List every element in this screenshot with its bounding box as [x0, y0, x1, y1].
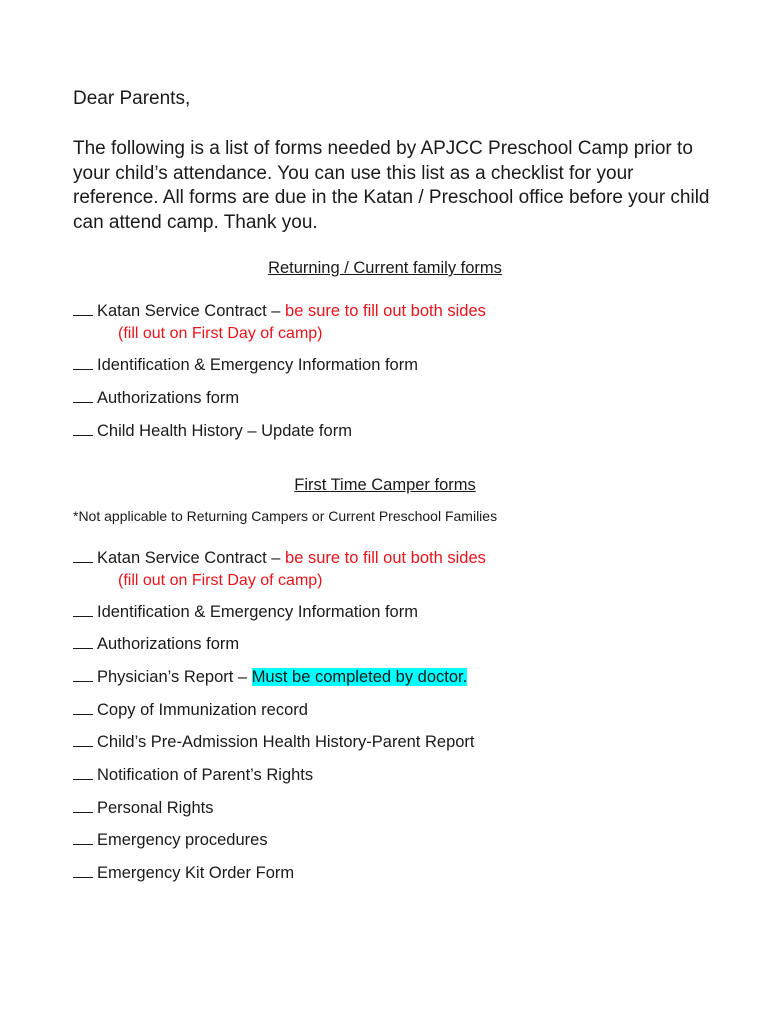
checkbox-blank-line: [73, 798, 93, 813]
item-label: Child’s Pre-Admission Health History-Parent Report: [97, 733, 475, 751]
item-label: Identification & Emergency Information form: [97, 356, 418, 374]
checklist-item: [73, 633, 239, 655]
returning-forms-heading: Returning / Current family forms: [268, 259, 502, 277]
item-label: Authorizations form: [97, 389, 240, 407]
checkbox-blank-line: [73, 548, 93, 563]
checklist-item: [73, 547, 486, 569]
item-label: Child Health History – Update form: [97, 422, 352, 440]
item-red-note: be sure to fill out both sides: [285, 302, 486, 320]
item-subnote: (fill out on First Day of camp): [118, 325, 323, 342]
checklist-item: [73, 862, 294, 884]
item-label: Personal Rights: [97, 799, 214, 817]
item-label: Emergency Kit Order Form: [97, 864, 295, 882]
checklist-item: [73, 300, 486, 322]
checkbox-blank-line: [73, 765, 93, 780]
checkbox-blank-line: [73, 732, 93, 747]
checklist-item: [73, 666, 467, 688]
checklist-item: [73, 731, 475, 753]
item-red-note: be sure to fill out both sides: [285, 549, 486, 567]
checklist-item: [73, 699, 308, 721]
item-subnote: (fill out on First Day of camp): [118, 572, 323, 589]
applicability-note: *Not applicable to Returning Campers or Current Preschool Families: [73, 508, 498, 524]
checkbox-blank-line: [73, 863, 93, 878]
checkbox-blank-line: [73, 634, 93, 649]
checkbox-blank-line: [73, 700, 93, 715]
first-time-forms-heading: First Time Camper forms: [294, 476, 476, 494]
checklist-item: [73, 601, 418, 623]
checkbox-blank-line: [73, 667, 93, 682]
checklist-item: [73, 797, 213, 819]
checklist-item: [73, 829, 268, 851]
item-highlight-note: Must be completed by doctor.: [251, 668, 468, 686]
greeting: Dear Parents,: [73, 88, 191, 109]
item-label: Katan Service Contract –: [97, 549, 286, 567]
checklist-item: [73, 387, 239, 409]
item-label: Copy of Immunization record: [97, 701, 308, 719]
checklist-item: [73, 354, 418, 376]
item-label: Emergency procedures: [97, 831, 268, 849]
checkbox-blank-line: [73, 355, 93, 370]
intro-paragraph: The following is a list of forms needed by APJCC Preschool Camp prior to your child’s attendance. You can use this list as a checklist for your reference. All forms are due in the Katan / Preschool office before your child can attend camp. Thank you.: [73, 138, 710, 233]
checkbox-blank-line: [73, 301, 93, 316]
checklist-item: [73, 420, 352, 442]
checkbox-blank-line: [73, 602, 93, 617]
item-label: Identification & Emergency Information form: [97, 603, 418, 621]
checkbox-blank-line: [73, 421, 93, 436]
item-label: Authorizations form: [97, 635, 240, 653]
checkbox-blank-line: [73, 830, 93, 845]
item-label: Notification of Parent’s Rights: [97, 766, 314, 784]
checklist-item: [73, 764, 313, 786]
item-label: Physician’s Report –: [97, 668, 252, 686]
item-label: Katan Service Contract –: [97, 302, 286, 320]
checkbox-blank-line: [73, 388, 93, 403]
